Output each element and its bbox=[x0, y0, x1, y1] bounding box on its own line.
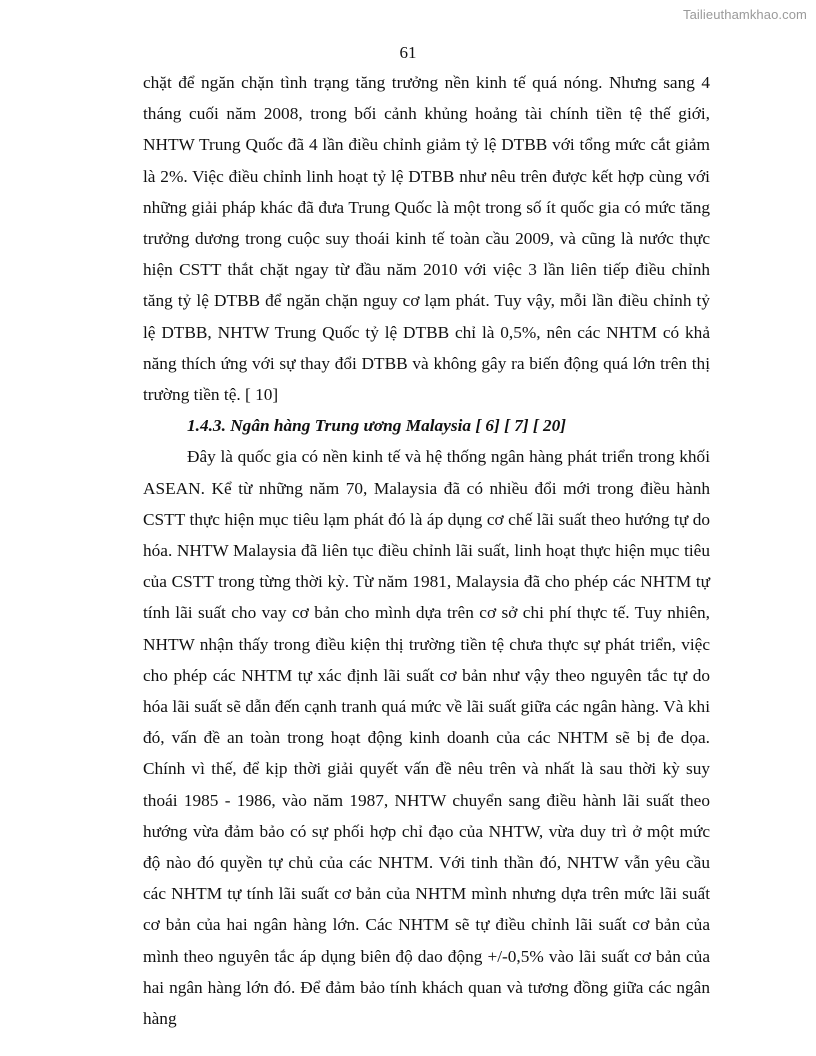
watermark-text: Tailieuthamkhao.com bbox=[682, 7, 807, 22]
paragraph-malaysia-interest-rates: Đây là quốc gia có nền kinh tế và hệ thống ngân hàng phát triển trong khối ASEAN. Kể từ những năm 70, Malaysia đã có nhiều đổi mới trong điều hành CSTT thực hiện mục tiêu lạm phát đó là áp dụng cơ chế lãi suất theo hướng tự do hóa. NHTW Malaysia đã liên tục điều chỉnh lãi suất, linh hoạt thực hiện mục tiêu của CSTT trong từng thời kỳ. Từ năm 1981, Malaysia đã cho phép các NHTM tự tính lãi suất cho vay cơ bản cho mình dựa trên cơ sở chi phí thực tế. Tuy nhiên, NHTW nhận thấy trong điều kiện thị trường tiền tệ chưa thực sự phát triển, việc cho phép các NHTM tự xác định lãi suất cơ bản như vậy theo nguyên tắc tự do hóa lãi suất sẽ dẫn đến cạnh tranh quá mức về lãi suất giữa các ngân hàng. Và khi đó, vấn đề an toàn trong hoạt động kinh doanh của các NHTM sẽ bị đe dọa. Chính vì thế, để kịp thời giải quyết vấn đề nêu trên và nhất là sau thời kỳ suy thoái 1985 - 1986, vào năm 1987, NHTW chuyển sang điều hành lãi suất theo hướng vừa đảm bảo có sự phối hợp chỉ đạo của NHTW, vừa duy trì ở một mức độ nào đó quyền tự chủ của các NHTM. Với tinh thần đó, NHTW vẫn yêu cầu các NHTM tự tính lãi suất cơ bản của NHTM mình nhưng dựa trên mức lãi suất cơ bản của hai ngân hàng lớn. Các NHTM sẽ tự điều chỉnh lãi suất cơ bản của mình theo nguyên tắc áp dụng biên độ dao động +/-0,5% vào lãi suất cơ bản của hai ngân hàng lớn đó. Để đảm bảo tính khách quan và tương đồng giữa các ngân hàng bbox=[143, 447, 710, 1029]
paragraph-china-reserve-requirements: chặt để ngăn chặn tình trạng tăng trưởng nền kinh tế quá nóng. Nhưng sang 4 tháng cuối năm 2008, trong bối cảnh khủng hoảng tài chính tiền tệ thế giới, NHTW Trung Quốc đã 4 lần điều chỉnh giảm tỷ lệ DTBB với tổng mức cắt giảm là 2%. Việc điều chỉnh linh hoạt tỷ lệ DTBB như nêu trên được kết hợp cùng với những giải pháp khác đã đưa Trung Quốc là một trong số ít quốc gia có mức tăng trưởng dương trong cuộc suy thoái kinh tế toàn cầu 2009, và cũng là nước thực hiện CSTT thắt chặt ngay từ đầu năm 2010 với việc 3 lần liên tiếp điều chỉnh tăng tỷ lệ DTBB để ngăn chặn nguy cơ lạm phát. Tuy vậy, mỗi lần điều chỉnh tỷ lệ DTBB, NHTW Trung Quốc tỷ lệ DTBB chỉ là 0,5%, nên các NHTM có khả năng thích ứng với sự thay đổi DTBB và không gây ra biến động quá lớn trên thị trường tiền tệ. [ 10] bbox=[143, 73, 710, 405]
section-heading-malaysia: 1.4.3. Ngân hàng Trung ương Malaysia [ 6] [ 7] [ 20] bbox=[187, 416, 567, 436]
page-number: 61 bbox=[399, 43, 417, 62]
document-body bbox=[143, 67, 710, 1034]
